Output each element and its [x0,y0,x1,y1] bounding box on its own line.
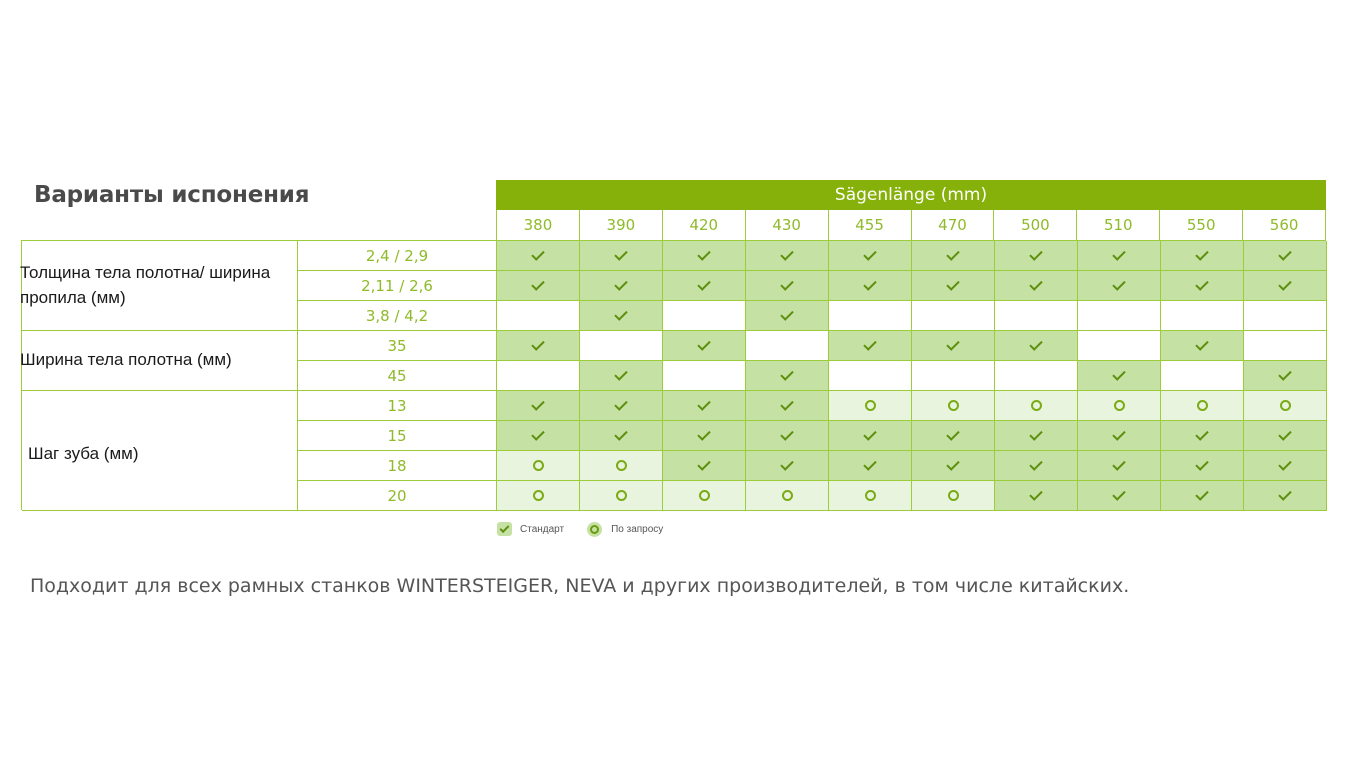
availability-cell-check [995,451,1078,481]
circle-icon [1197,400,1208,411]
availability-cell-check [912,271,995,301]
availability-cell-check [497,331,580,361]
availability-cell-empty [1244,331,1327,361]
check-icon [1195,487,1208,500]
availability-cell-check [580,241,663,271]
check-icon [531,277,544,290]
availability-cell-check [1078,361,1161,391]
check-icon [1112,427,1125,440]
check-icon [614,277,627,290]
check-icon [697,427,710,440]
check-icon [1278,487,1291,500]
availability-cell-circle [829,481,912,511]
circle-icon [699,490,710,501]
group-label-text: Толщина тела полотна/ ширина пропила (мм) [20,262,271,307]
length-col-header: 455 [828,210,911,240]
row-value: 45 [298,361,497,391]
check-icon [531,427,544,440]
availability-cell-check [1078,481,1161,511]
availability-cell-check [746,451,829,481]
circle-icon [782,490,793,501]
check-icon [531,247,544,260]
check-icon [1029,457,1042,470]
availability-cell-empty [912,301,995,331]
check-icon [946,277,959,290]
circle-icon [533,460,544,471]
check-icon [531,337,544,350]
availability-cell-circle [497,451,580,481]
group-label [22,331,298,391]
availability-cell-check [497,421,580,451]
circle-icon [1114,400,1125,411]
check-icon [1195,337,1208,350]
length-col-header: 500 [993,210,1076,240]
availability-cell-check [829,451,912,481]
check-icon [863,247,876,260]
check-icon [1112,277,1125,290]
options-table [21,240,1326,510]
availability-cell-check [1244,421,1327,451]
availability-cell-check [746,301,829,331]
circle-icon [1280,400,1291,411]
availability-cell-check [497,241,580,271]
page-title: Варианты испонения [34,182,310,208]
availability-cell-check [912,451,995,481]
row-value: 13 [298,391,497,421]
circle-icon [1031,400,1042,411]
saw-length-header: Sägenlänge (mm) [496,180,1326,210]
availability-cell-circle [746,481,829,511]
availability-cell-check [663,391,746,421]
availability-cell-check [995,331,1078,361]
availability-cell-circle [1161,391,1244,421]
row-value: 35 [298,331,497,361]
check-icon [780,367,793,380]
row-value: 18 [298,451,497,481]
circle-icon [948,400,959,411]
length-col-header: 420 [662,210,745,240]
availability-cell-check [1078,241,1161,271]
check-icon [1029,427,1042,440]
availability-cell-check [746,271,829,301]
availability-cell-circle [995,391,1078,421]
availability-cell-check [829,421,912,451]
check-icon [780,307,793,320]
check-icon [780,247,793,260]
availability-cell-empty [1078,331,1161,361]
availability-cell-empty [497,301,580,331]
availability-cell-circle [1078,391,1161,421]
check-icon [1278,247,1291,260]
availability-cell-check [663,271,746,301]
group-label-text: Шаг зуба (мм) [28,444,139,464]
availability-cell-circle [912,481,995,511]
circle-icon [533,490,544,501]
check-icon [946,247,959,260]
check-icon [1112,247,1125,260]
availability-cell-check [1161,421,1244,451]
availability-cell-check [663,451,746,481]
availability-cell-circle [1244,391,1327,421]
check-icon [863,277,876,290]
availability-cell-circle [912,391,995,421]
check-icon [1029,247,1042,260]
availability-cell-empty [829,301,912,331]
availability-cell-check [1244,271,1327,301]
check-icon [1195,247,1208,260]
availability-cell-check [1078,271,1161,301]
check-icon [1112,367,1125,380]
availability-cell-check [497,391,580,421]
availability-cell-check [1244,451,1327,481]
availability-cell-check [1161,451,1244,481]
check-icon [614,397,627,410]
availability-cell-empty [580,331,663,361]
availability-cell-circle [580,481,663,511]
legend-circle-icon [587,522,602,537]
availability-cell-check [912,421,995,451]
availability-cell-check [1161,241,1244,271]
check-icon [1278,457,1291,470]
row-value: 3,8 / 4,2 [298,301,497,331]
length-col-header: 560 [1242,210,1326,240]
availability-cell-check [746,391,829,421]
availability-cell-circle [829,391,912,421]
availability-cell-check [663,421,746,451]
check-icon [614,307,627,320]
check-icon [697,277,710,290]
availability-cell-check [580,271,663,301]
availability-cell-check [995,241,1078,271]
check-icon [614,367,627,380]
availability-cell-check [746,361,829,391]
length-col-header: 550 [1159,210,1242,240]
check-icon [1112,457,1125,470]
legend-standard-label: Стандарт [520,523,565,535]
check-icon [946,337,959,350]
availability-cell-empty [1078,301,1161,331]
check-icon [697,397,710,410]
legend-check-icon [497,522,512,536]
check-icon [531,397,544,410]
circle-icon [865,490,876,501]
circle-icon [948,490,959,501]
availability-cell-check [829,331,912,361]
check-icon [780,397,793,410]
check-icon [1029,487,1042,500]
availability-cell-check [829,241,912,271]
check-icon [780,277,793,290]
availability-cell-check [1244,241,1327,271]
availability-cell-check [829,271,912,301]
check-icon [946,457,959,470]
availability-cell-empty [829,361,912,391]
availability-cell-circle [497,481,580,511]
availability-cell-empty [1161,361,1244,391]
circle-icon [865,400,876,411]
check-icon [697,247,710,260]
availability-cell-empty [995,301,1078,331]
check-icon [863,457,876,470]
availability-cell-check [1161,331,1244,361]
check-icon [1278,427,1291,440]
availability-cell-check [580,301,663,331]
availability-cell-circle [663,481,746,511]
availability-cell-check [1161,481,1244,511]
length-col-header: 470 [911,210,994,240]
availability-cell-empty [663,361,746,391]
check-icon [1195,457,1208,470]
check-icon [614,427,627,440]
availability-cell-circle [580,451,663,481]
availability-cell-empty [1161,301,1244,331]
check-icon [614,247,627,260]
length-header-row [496,210,1326,240]
check-icon [946,427,959,440]
row-value: 2,11 / 2,6 [298,271,497,301]
availability-cell-check [1244,361,1327,391]
availability-cell-check [1078,451,1161,481]
group-label [22,391,298,511]
availability-cell-check [580,421,663,451]
check-icon [863,337,876,350]
availability-cell-check [1078,421,1161,451]
row-value: 2,4 / 2,9 [298,241,497,271]
availability-cell-check [1244,481,1327,511]
availability-cell-check [746,241,829,271]
availability-cell-check [663,331,746,361]
availability-cell-empty [1244,301,1327,331]
check-icon [780,457,793,470]
availability-cell-empty [912,361,995,391]
check-icon [780,427,793,440]
availability-cell-check [995,421,1078,451]
check-icon [1278,277,1291,290]
availability-cell-empty [497,361,580,391]
length-col-header: 430 [745,210,828,240]
availability-cell-check [663,241,746,271]
group-label [22,241,298,331]
availability-cell-check [746,421,829,451]
length-col-header: 510 [1076,210,1159,240]
circle-icon [616,490,627,501]
compatibility-note: Подходит для всех рамных станков WINTERSTEIGER, NEVA и других производителей, в том числе китайских. [30,575,1130,597]
check-icon [697,457,710,470]
check-icon [1195,427,1208,440]
length-col-header: 380 [496,210,579,240]
check-icon [1112,487,1125,500]
row-value: 20 [298,481,497,511]
availability-cell-empty [663,301,746,331]
availability-cell-check [912,241,995,271]
legend [497,521,663,537]
check-icon [1278,367,1291,380]
check-icon [1195,277,1208,290]
legend-on-request-label: По запросу [611,523,664,535]
check-icon [697,337,710,350]
check-icon [863,427,876,440]
availability-cell-check [497,271,580,301]
availability-cell-check [912,331,995,361]
row-value: 15 [298,421,497,451]
availability-cell-check [1161,271,1244,301]
availability-cell-check [995,481,1078,511]
circle-icon [616,460,627,471]
check-icon [1029,277,1042,290]
availability-cell-empty [746,331,829,361]
group-label-text: Ширина тела полотна (мм) [20,350,232,370]
check-icon [1029,337,1042,350]
availability-cell-check [995,271,1078,301]
availability-cell-check [580,361,663,391]
length-col-header: 390 [579,210,662,240]
availability-cell-check [580,391,663,421]
availability-cell-empty [995,361,1078,391]
